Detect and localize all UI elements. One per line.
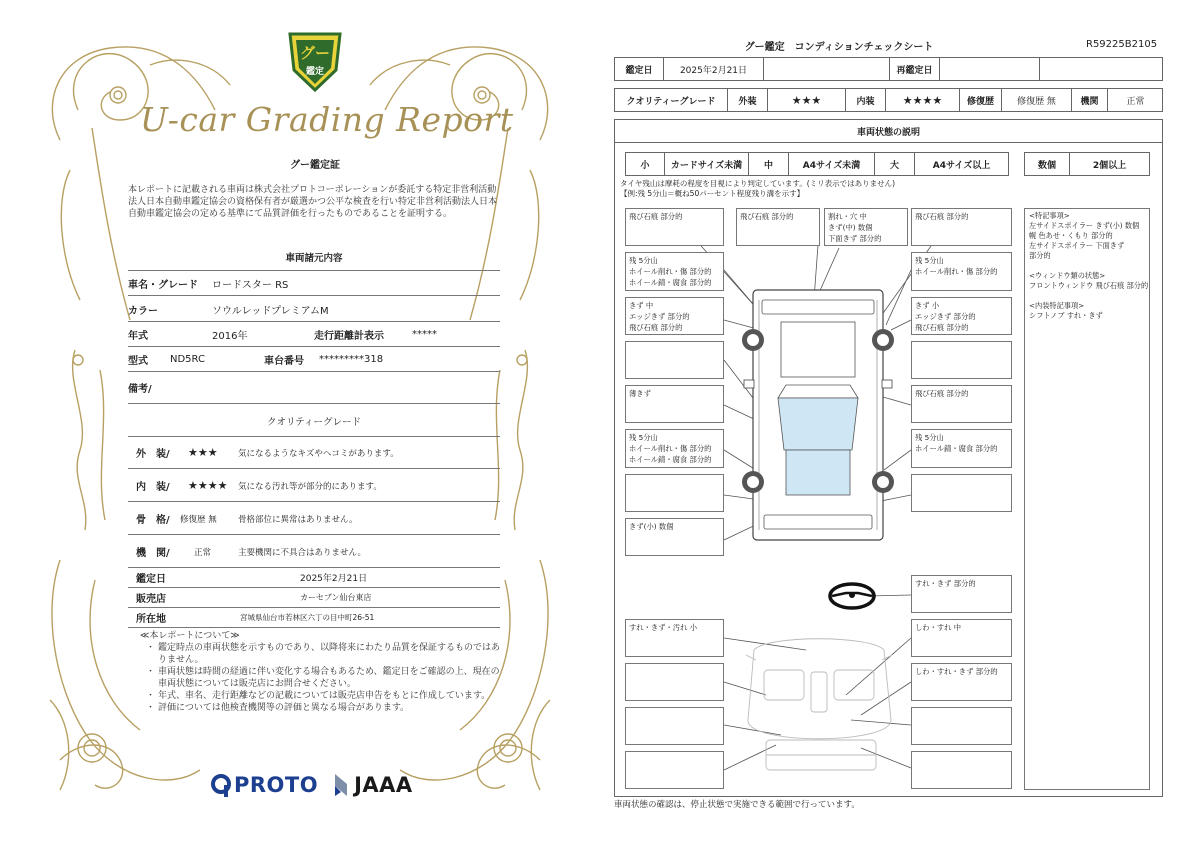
bullet: ・: [146, 703, 156, 713]
condition-box: 飛び石痕 部分的: [911, 385, 1012, 423]
sheet-id: R59225B2105: [1086, 39, 1158, 50]
condition-box: 薄きず: [625, 385, 724, 423]
remarks-label: 備考/: [128, 384, 152, 395]
condition-box: 割れ・穴 中 きず(中) 数個 下面きず 部分的: [824, 208, 908, 246]
engine-value: 正常: [1107, 89, 1163, 111]
condition-box: [625, 474, 724, 512]
grade-label: 内 装/: [136, 482, 170, 493]
goo-kantei-badge-icon: [286, 30, 344, 94]
name-label: 車名・グレード: [128, 279, 198, 291]
size-large: 大: [874, 153, 914, 175]
grade-label: 骨 格/: [136, 515, 170, 526]
special-note-line: <ウィンドウ類の状態>: [1029, 271, 1106, 280]
proto-mark-icon: [210, 773, 232, 797]
year-value: 2016年: [212, 330, 248, 342]
grade-value: 正常: [194, 547, 212, 558]
special-note-line: [1029, 261, 1145, 271]
special-note-line: [1029, 291, 1145, 301]
count-label: 数個: [1037, 160, 1056, 171]
dealer-value: カーセブン仙台東店: [300, 593, 372, 602]
condition-check-sheet: [606, 0, 1200, 848]
mileage-value: *****: [412, 328, 437, 340]
spec-row-name: [128, 271, 500, 296]
grade-row-exterior: [128, 437, 500, 469]
grade-heading: クオリティーグレード: [266, 417, 362, 428]
size-mid-desc: A4サイズ未満: [788, 153, 874, 175]
grade-row-interior: [128, 470, 500, 502]
exterior-value: ★★★: [767, 89, 845, 111]
interior-box: すれ・きず 部分的: [911, 575, 1012, 613]
interior-box: すれ・きず・汚れ 小: [625, 619, 724, 657]
spec-row-model: [128, 347, 500, 372]
date-value: 2025年2月21日: [663, 58, 763, 80]
name-value: ロードスター RS: [212, 279, 289, 291]
date-value: 2025年2月21日: [300, 574, 368, 584]
dealer-label: 販売店: [136, 594, 166, 605]
grade-value: 修復歴 無: [180, 514, 217, 525]
spec-row-color: [128, 297, 500, 322]
report-title: U-car Grading Report: [140, 100, 514, 139]
note-item: [146, 666, 500, 690]
interior-box: [625, 663, 724, 701]
sheet-title: グー鑑定 コンディションチェックシート: [744, 42, 934, 53]
note-text: 評価については他検査機関等の評価と異なる場合があります。: [158, 703, 410, 713]
condition-box: 飛び石痕 部分的: [911, 208, 1012, 246]
count-desc: 2個以上: [1069, 153, 1149, 175]
badge-text-top: グー: [299, 44, 331, 62]
grade-row-engine: [128, 536, 500, 568]
grade-row-frame: [128, 503, 500, 535]
condition-box: きず(小) 数個: [625, 518, 724, 556]
condition-box: [625, 341, 724, 379]
special-note-line: シフトノブ すれ・きず: [1029, 311, 1103, 320]
spec-row-year: [128, 322, 500, 347]
notes-title: ≪本レポートについて≫: [140, 631, 240, 641]
grade-label: 外 装/: [136, 449, 170, 460]
tire-note-line: タイヤ残山は摩耗の程度を目視により判定しています。(ミリ表示ではありません): [620, 179, 896, 188]
interior-box: [911, 751, 1012, 789]
special-note-line: 左サイドスポイラー きず(小) 数個: [1029, 221, 1140, 230]
tire-note-line: 【例:残 5分山＝概ね50パーセント程度残り溝を示す】: [620, 189, 805, 198]
dealer-row: [128, 588, 500, 608]
grade-desc: 気になるようなキズやヘコミがあります。: [238, 448, 399, 459]
condition-box: 飛び石痕 部分的: [625, 208, 724, 246]
special-notes: [1024, 208, 1150, 790]
spec-heading: 車両諸元内容: [285, 253, 343, 264]
condition-heading: 車両状態の説明: [856, 127, 920, 138]
proto-logo-text: PROTO: [234, 773, 319, 797]
condition-box: [911, 474, 1012, 512]
note-item: [146, 690, 500, 702]
address-row: [128, 608, 500, 628]
bullet: ・: [146, 691, 156, 701]
grade-value: ★★★★: [188, 479, 228, 492]
special-note-line: フロントウィンドウ 飛び石痕 部分的: [1029, 281, 1149, 290]
grade-value: ★★★: [188, 446, 218, 459]
interior-label: 内装: [845, 89, 885, 111]
badge-text-bottom: 鑑定: [305, 67, 325, 77]
engine-label: 機関: [1071, 89, 1107, 111]
model-label: 型式: [128, 355, 148, 367]
model-value: ND5RC: [170, 353, 205, 365]
note-item: [146, 642, 500, 666]
condition-box: 残 5分山 ホイール削れ・傷 部分的 ホイール錆・腐食 部分的: [625, 429, 724, 468]
chassis-value: *********318: [319, 353, 384, 365]
note-text: 年式、車名、走行距離などの記載については販売店申告をもとに作成しています。: [158, 691, 491, 701]
condition-box: 残 5分山 ホイール削れ・傷 部分的: [911, 252, 1012, 291]
grade-desc: 主要機関に不具合はありません。: [238, 547, 367, 558]
steering-wheel-icon: [830, 584, 874, 608]
condition-box: [911, 341, 1012, 379]
color-value: ソウルレッドプレミアムM: [212, 305, 329, 317]
certificate-title: グー鑑定証: [290, 160, 340, 171]
condition-box: きず 小 エッジきず 部分的 飛び石痕 部分的: [911, 297, 1012, 335]
interior-box: しわ・すれ 中: [911, 619, 1012, 657]
date-label: 鑑定日: [625, 65, 653, 76]
car-top-view: [744, 290, 892, 540]
certificate-statement: 本レポートに記載される車両は株式会社プロトコーポレーションが委託する特定非営利活動法人日本自動車鑑定協会の資格保有者が厳選かつ公平な検査を行い特定非営利活動法人日本自動車鑑定協会の定める基準にて品質評価を行ったものであることを証明する。: [128, 185, 498, 219]
year-label: 年式: [128, 330, 148, 342]
jaaa-logo-text: JAAA: [354, 773, 413, 797]
special-note-line: 左サイドスポイラー 下面きず: [1029, 241, 1125, 250]
special-note-line: <特記事項>: [1029, 211, 1070, 220]
condition-box: 残 5分山 ホイール削れ・傷 部分的 ホイール錆・腐食 部分的: [625, 252, 724, 291]
note-item: [146, 702, 500, 714]
redate-label: 再鑑定日: [889, 58, 939, 80]
note-text: 車両状態は時間の経過に伴い変化する場合もあるため、鑑定日をご確認の上、現在の車両状態については販売店にお問合せください。: [158, 667, 500, 689]
bullet: ・: [146, 643, 156, 653]
report-notes: [140, 630, 500, 714]
special-note-line: 部分的: [1029, 251, 1051, 260]
special-note-line: <内装特記事項>: [1029, 301, 1085, 310]
condition-box: きず 中 エッジきず 部分的 飛び石痕 部分的: [625, 297, 724, 335]
proto-logo: [210, 773, 318, 797]
quality-label: クオリティーグレード: [626, 96, 716, 107]
jaaa-logo: [332, 772, 413, 798]
interior-view: [746, 639, 892, 770]
size-small: 小: [640, 160, 650, 171]
repair-label: 修復歴: [959, 89, 1001, 111]
interior-box: [911, 707, 1012, 745]
address-label: 所在地: [136, 614, 166, 625]
grade-desc: 気になる汚れ等が部分的にあります。: [238, 481, 382, 492]
bullet: ・: [146, 667, 156, 677]
exterior-label: 外装: [727, 89, 767, 111]
chassis-label: 車台番号: [264, 355, 304, 367]
condition-box: 飛び石痕 部分的: [736, 208, 820, 246]
jaaa-mark-icon: [332, 772, 350, 798]
color-label: カラー: [128, 305, 158, 317]
mileage-label: 走行距離計表示: [314, 330, 384, 342]
spec-row-remarks: [128, 372, 500, 404]
date-label: 鑑定日: [136, 574, 166, 585]
note-text: 鑑定時点の車両状態を示すものであり、以降将来にわたり品質を保証するものではありません。: [158, 643, 501, 665]
address-value: 宮城県仙台市若林区六丁の目中町26-51: [240, 613, 375, 622]
condition-box: 残 5分山 ホイール錆・腐食 部分的: [911, 429, 1012, 468]
interior-box: [625, 707, 724, 745]
repair-value: 修復歴 無: [1001, 89, 1071, 111]
size-mid: 中: [748, 153, 788, 175]
special-note-line: 幌 色あせ・くもり 部分的: [1029, 231, 1113, 240]
interior-box: [625, 751, 724, 789]
size-small-desc: カードサイズ未満: [664, 153, 748, 175]
appraisal-date-row: [128, 568, 500, 588]
grade-label: 機 関/: [136, 548, 170, 559]
interior-value: ★★★★: [885, 89, 959, 111]
grade-desc: 骨格部位に異常はありません。: [238, 514, 358, 525]
footer-note: 車両状態の確認は、停止状態で実施できる範囲で行っています。: [614, 800, 860, 810]
interior-box: しわ・すれ・きず 部分的: [911, 663, 1012, 701]
logos: [210, 770, 413, 800]
size-large-desc: A4サイズ以上: [914, 153, 1008, 175]
